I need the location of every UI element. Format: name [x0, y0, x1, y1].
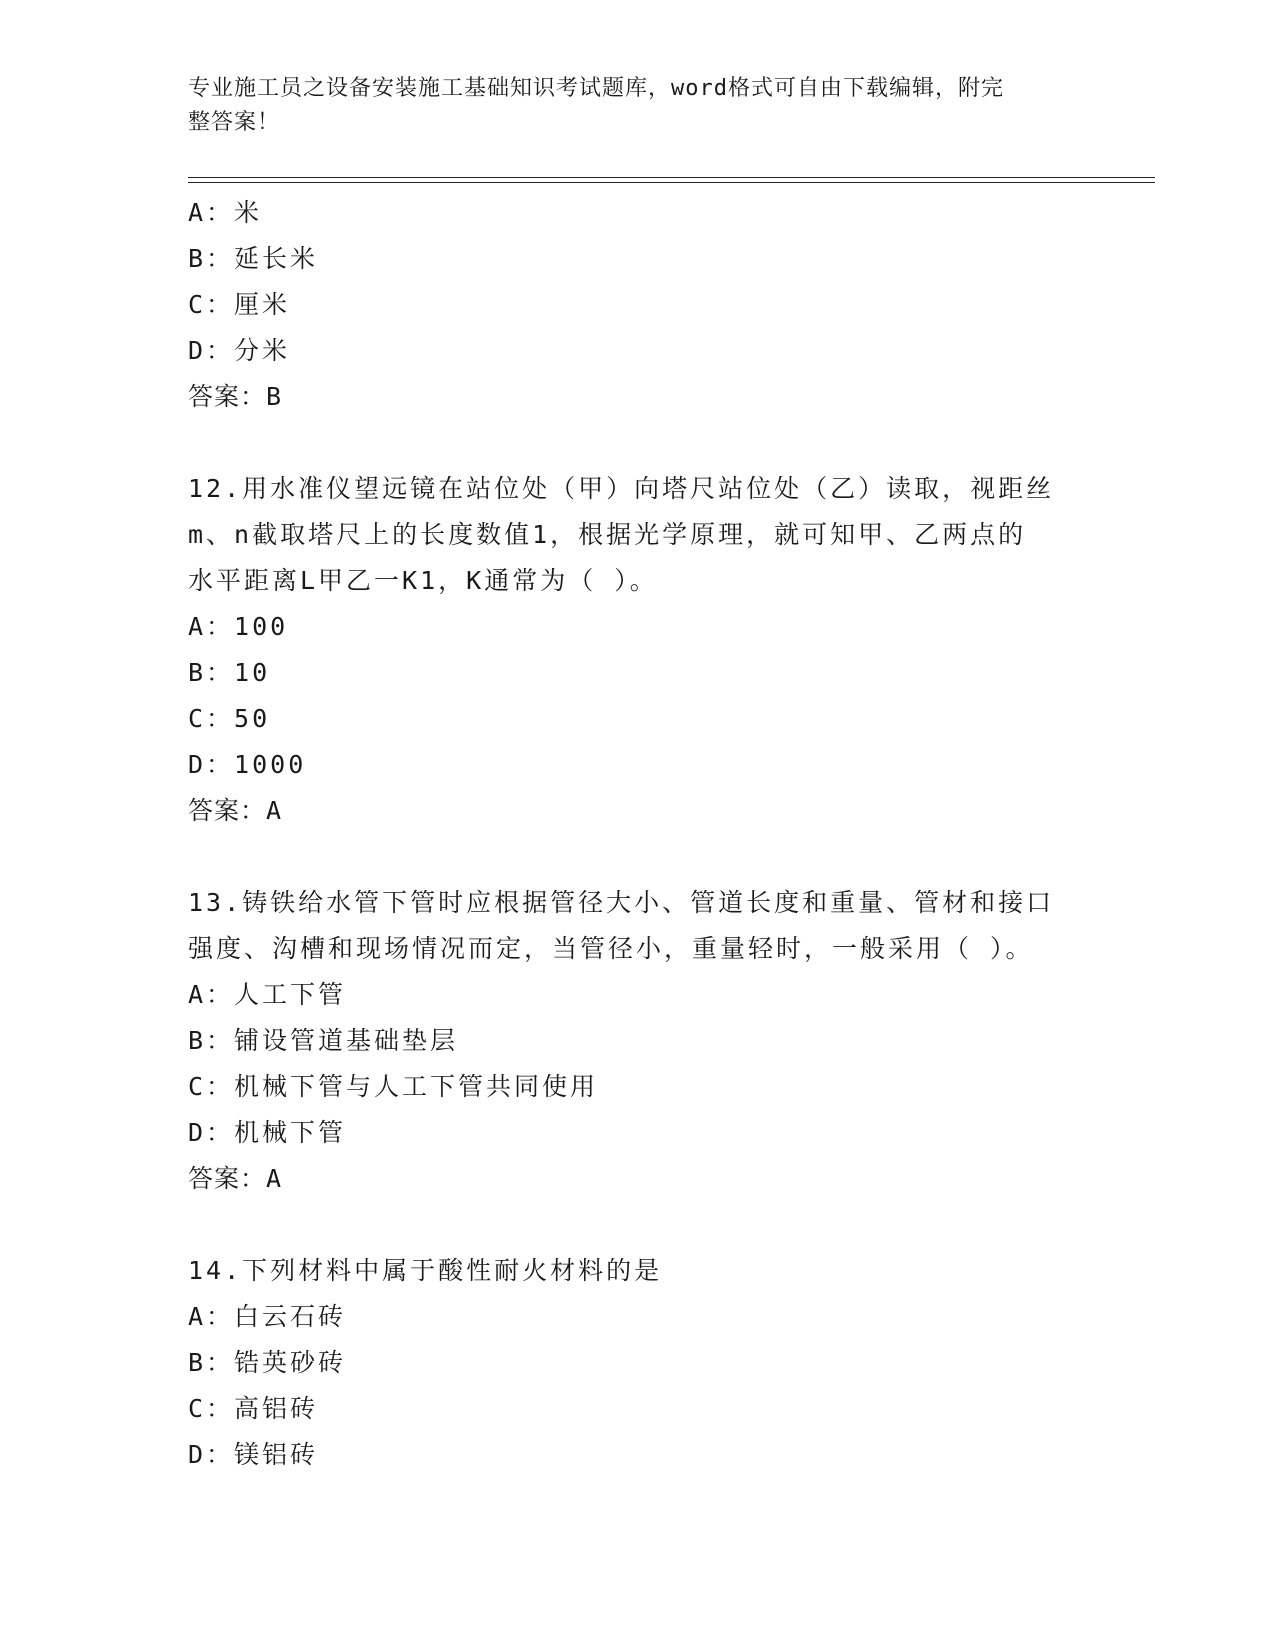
option-a: A：人工下管 [188, 980, 347, 1009]
spacer [188, 1202, 1088, 1248]
option-b: B：铺设管道基础垫层 [188, 1026, 459, 1055]
question-stem-line: m、n截取塔尺上的长度数值1，根据光学原理，就可知甲、乙两点的 [188, 520, 1027, 549]
question-list [188, 190, 1088, 1478]
question-stem-line: 13.铸铁给水管下管时应根据管径大小、管道长度和重量、管材和接口 [188, 888, 1055, 917]
header-divider-bottom [188, 182, 1155, 183]
option-c: C：50 [188, 704, 271, 733]
header-line-2: 整答案！ [188, 110, 281, 135]
question-stem-line: 强度、沟槽和现场情况而定，当管径小，重量轻时，一般采用（ ）。 [188, 934, 1034, 963]
header-divider-top [188, 177, 1155, 178]
option-a: A：100 [188, 612, 289, 641]
option-c: C：高铝砖 [188, 1394, 319, 1423]
question-stem-line: 14.下列材料中属于酸性耐火材料的是 [188, 1256, 663, 1285]
option-b: B：延长米 [188, 244, 319, 273]
option-a: A：白云石砖 [188, 1302, 347, 1331]
option-d: D：镁铝砖 [188, 1440, 319, 1469]
option-d: D：1000 [188, 750, 307, 779]
question-12 [188, 466, 1088, 834]
question-stem-line: 12.用水准仪望远镜在站位处（甲）向塔尺站位处（乙）读取，视距丝 [188, 474, 1055, 503]
header-line-1: 专业施工员之设备安装施工基础知识考试题库，word格式可自由下载编辑，附完 [188, 76, 1004, 101]
option-c: C：机械下管与人工下管共同使用 [188, 1072, 599, 1101]
option-c: C：厘米 [188, 290, 291, 319]
option-b: B：锆英砂砖 [188, 1348, 347, 1377]
option-b: B：10 [188, 658, 271, 687]
question-14 [188, 1248, 1088, 1478]
document-header [188, 72, 1068, 140]
option-d: D：分米 [188, 336, 291, 365]
question-13 [188, 880, 1088, 1202]
answer: 答案：A [188, 1164, 283, 1193]
spacer [188, 420, 1088, 466]
question-stem-line: 水平距离L甲乙一K1，K通常为（ ）。 [188, 566, 658, 595]
option-a: A：米 [188, 198, 263, 227]
option-d: D：机械下管 [188, 1118, 347, 1147]
question-11 [188, 190, 1088, 420]
answer: 答案：A [188, 796, 283, 825]
answer: 答案：B [188, 382, 283, 411]
spacer [188, 834, 1088, 880]
